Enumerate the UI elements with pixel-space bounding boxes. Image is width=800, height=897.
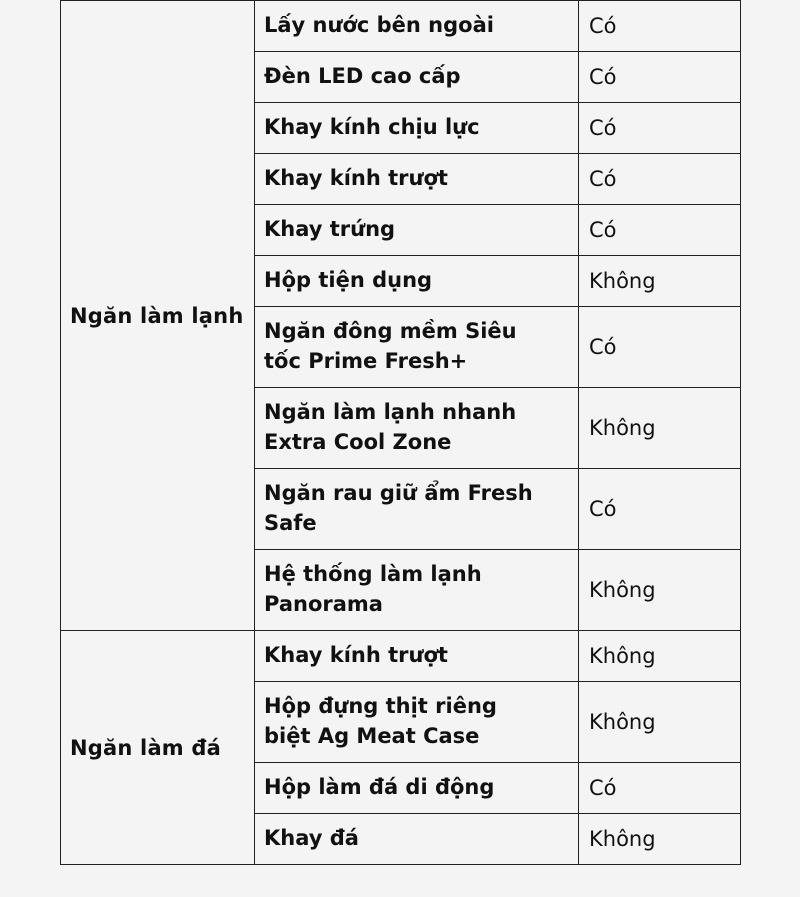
feature-cell: Hệ thống làm lạnh Panorama [255, 550, 579, 631]
feature-cell: Lấy nước bên ngoài [255, 1, 579, 52]
category-cell: Ngăn làm lạnh [61, 1, 255, 631]
value-cell: Có [579, 1, 741, 52]
value-cell: Có [579, 763, 741, 814]
value-cell: Có [579, 307, 741, 388]
feature-cell: Hộp làm đá di động [255, 763, 579, 814]
value-cell: Có [579, 154, 741, 205]
value-cell: Có [579, 205, 741, 256]
value-cell: Không [579, 814, 741, 865]
value-cell: Không [579, 682, 741, 763]
feature-cell: Ngăn đông mềm Siêu tốc Prime Fresh+ [255, 307, 579, 388]
feature-cell: Khay kính chịu lực [255, 103, 579, 154]
value-cell: Có [579, 52, 741, 103]
value-cell: Không [579, 631, 741, 682]
value-cell: Không [579, 256, 741, 307]
feature-cell: Ngăn làm lạnh nhanh Extra Cool Zone [255, 388, 579, 469]
feature-cell: Khay trứng [255, 205, 579, 256]
value-cell: Có [579, 469, 741, 550]
feature-cell: Khay kính trượt [255, 631, 579, 682]
value-cell: Không [579, 388, 741, 469]
value-cell: Có [579, 103, 741, 154]
feature-cell: Hộp đựng thịt riêng biệt Ag Meat Case [255, 682, 579, 763]
feature-cell: Khay đá [255, 814, 579, 865]
feature-cell: Khay kính trượt [255, 154, 579, 205]
table-row [61, 631, 741, 682]
feature-cell: Ngăn rau giữ ẩm Fresh Safe [255, 469, 579, 550]
feature-cell: Đèn LED cao cấp [255, 52, 579, 103]
table-row [61, 1, 741, 52]
category-cell: Ngăn làm đá [61, 631, 255, 865]
spec-table [60, 0, 741, 865]
feature-cell: Hộp tiện dụng [255, 256, 579, 307]
value-cell: Không [579, 550, 741, 631]
